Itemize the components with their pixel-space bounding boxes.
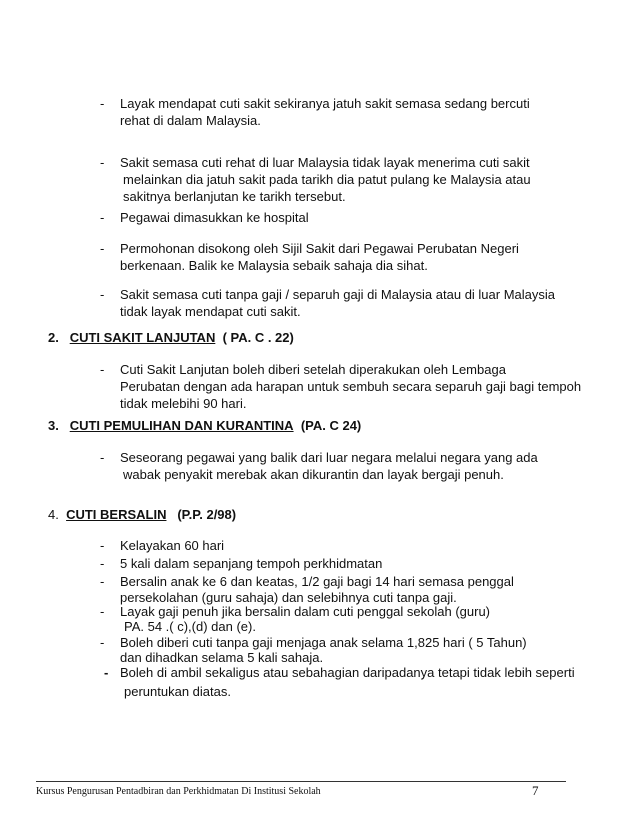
section-number: 2. [48,330,59,345]
section-ref: ( PA. C . 22) [222,330,294,345]
item-text-line: wabak penyakit merebak akan dikurantin dan layak bergaji penuh. [123,467,504,482]
item-text-line: dan dihadkan selama 5 kali sahaja. [120,650,324,665]
footer-rule [36,781,566,782]
footer-text: Kursus Pengurusan Pentadbiran dan Perkhidmatan Di Institusi Sekolah [36,786,321,797]
item-text-line: Layak gaji penuh jika bersalin dalam cuti penggal sekolah (guru) [120,604,491,619]
item-text-line: tidak layak mendapat cuti sakit. [120,304,301,319]
item-text-line: Pegawai dimasukkan ke hospital [120,210,309,225]
bullet-dash: - [100,538,105,553]
item-text-line: Boleh diberi cuti tanpa gaji menjaga anak selama 1,825 hari ( 5 Tahun) [120,635,527,650]
item-text-line: rehat di dalam Malaysia. [120,113,261,128]
item-text-line: Boleh di ambil sekaligus atau sebahagian daripadanya tetapi tidak lebih seperti [120,665,575,680]
item-text-line: 5 kali dalam sepanjang tempoh perkhidmatan [120,556,383,571]
item-text-line: Kelayakan 60 hari [120,538,225,553]
bullet-dash: - [100,450,105,465]
item-text-line: Cuti Sakit Lanjutan boleh diberi setelah diperakukan oleh Lembaga [120,362,506,377]
bullet-dash: - [100,287,105,302]
bullet-dash: - [100,210,105,225]
bullet-dash: - [100,362,105,377]
section-ref: (PA. C 24) [300,418,362,433]
item-text-line: PA. 54 .( c),(d) dan (e). [124,619,256,634]
bullet-dash: - [100,635,105,650]
item-text-line: Sakit semasa cuti tanpa gaji / separuh gaji di Malaysia atau di luar Malaysia [120,287,556,302]
section-title: CUTI BERSALIN [66,507,167,522]
item-text-line: Seseorang pegawai yang balik dari luar negara melalui negara yang ada [120,450,538,465]
section-ref: (P.P. 2/98) [177,507,237,522]
bullet-dash: - [100,556,105,571]
item-text-line: melainkan dia jatuh sakit pada tarikh dia patut pulang ke Malaysia atau [123,172,531,187]
bullet-dash: - [100,96,105,111]
item-text-line: Perubatan dengan ada harapan untuk sembuh secara separuh gaji bagi tempoh [120,379,582,394]
item-text-line: Layak mendapat cuti sakit sekiranya jatuh sakit semasa sedang bercuti [120,96,530,111]
item-text-line: Sakit semasa cuti rehat di luar Malaysia tidak layak menerima cuti sakit [120,155,530,170]
item-text-line: sakitnya berlanjutan ke tarikh tersebut. [123,189,346,204]
item-text-line: tidak melebihi 90 hari. [120,396,247,411]
page-number: 7 [532,783,539,798]
bullet-dash: - [100,574,105,589]
item-text-line: berkenaan. Balik ke Malaysia sebaik sahaja dia sihat. [120,258,428,273]
item-text-line: Permohonan disokong oleh Sijil Sakit dari Pegawai Perubatan Negeri [120,241,519,256]
section-title: CUTI SAKIT LANJUTAN [69,330,216,345]
section-heading [48,418,361,433]
bullet-dash: - [104,665,109,680]
item-text-line: Bersalin anak ke 6 dan keatas, 1/2 gaji bagi 14 hari semasa penggal [120,574,514,589]
item-text-line: persekolahan (guru sahaja) dan selebihnya cuti tanpa gaji. [120,590,457,605]
section-number: 3. [48,418,59,433]
section-title: CUTI PEMULIHAN DAN KURANTINA [69,418,294,433]
bullet-dash: - [100,155,105,170]
section-heading [48,507,236,522]
bullet-dash: - [100,604,105,619]
bullet-dash: - [100,241,105,256]
item-text-line: peruntukan diatas. [124,684,231,699]
section-number: 4. [48,507,59,522]
section-heading [48,330,294,345]
